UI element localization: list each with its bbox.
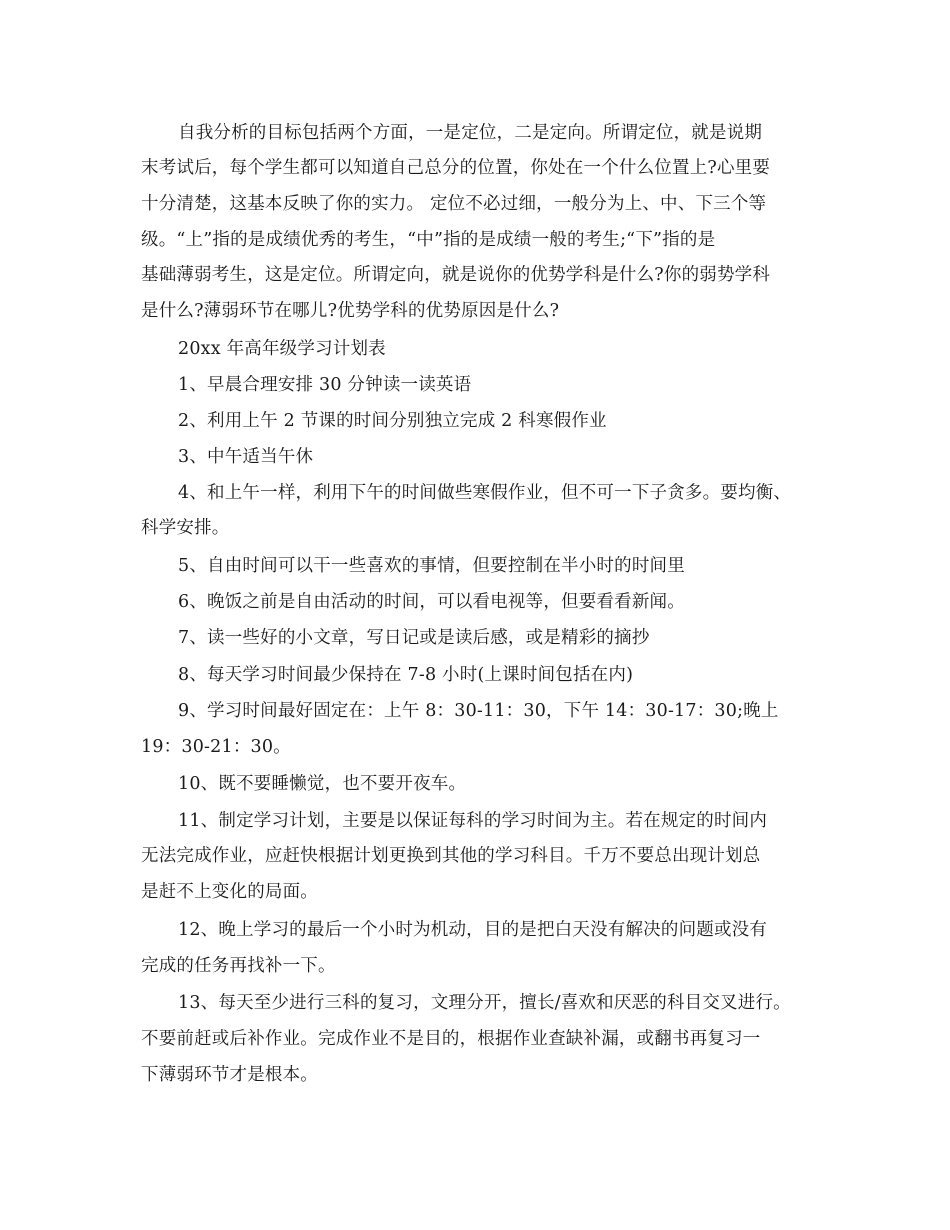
text-line: 无法完成作业，应赶快根据计划更换到其他的学习科目。千万不要总出现计划总 xyxy=(141,846,761,866)
list-item: 11、制定学习计划，主要是以保证每科的学习时间为主。若在规定的时间内 xyxy=(178,811,768,831)
text-line: 完成的任务再找补一下。 xyxy=(141,956,336,976)
list-item: 3、中午适当午休 xyxy=(178,447,314,467)
list-item: 7、读一些好的小文章，写日记或是读后感，或是精彩的摘抄 xyxy=(178,628,650,648)
text-line: 级。“上”指的是成绩优秀的考生，“中”指的是成绩一般的考生;“下”指的是 xyxy=(141,230,716,250)
text-line: 下薄弱环节才是根本。 xyxy=(141,1065,318,1085)
text-line: 不要前赶或后补作业。完成作业不是目的，根据作业查缺补漏，或翻书再复习一 xyxy=(141,1029,761,1049)
text-line: 科学安排。 xyxy=(141,518,230,538)
text-line: 自我分析的目标包括两个方面，一是定位，二是定向。所谓定位，就是说期 xyxy=(178,123,763,143)
text-line: 基础薄弱考生，这是定位。所谓定向，就是说你的优势学科是什么?你的弱势学科 xyxy=(141,265,771,285)
list-item: 12、晚上学习的最后一个小时为机动，目的是把白天没有解决的问题或没有 xyxy=(178,920,768,940)
list-item: 8、每天学习时间最少保持在 7-8 小时(上课时间包括在内) xyxy=(178,665,634,685)
text-line: 十分清楚，这基本反映了你的实力。 定位不必过细，一般分为上、中、下三个等 xyxy=(141,194,767,214)
list-item: 1、早晨合理安排 30 分钟读一读英语 xyxy=(178,375,472,395)
plan-title: 20xx 年高年级学习计划表 xyxy=(178,339,386,359)
list-item: 5、自由时间可以干一些喜欢的事情，但要控制在半小时的时间里 xyxy=(178,556,685,576)
list-item: 13、每天至少进行三科的复习，文理分开，擅长/喜欢和厌恶的科目交叉进行。 xyxy=(178,993,791,1013)
text-line: 是赶不上变化的局面。 xyxy=(141,882,318,902)
text-line: 19：30-21：30。 xyxy=(141,737,291,757)
list-item: 9、学习时间最好固定在：上午 8：30-11：30，下午 14：30-17：30;晚上 xyxy=(178,701,779,721)
text-line: 是什么?薄弱环节在哪儿?优势学科的优势原因是什么? xyxy=(141,301,560,321)
list-item: 6、晚饭之前是自由活动的时间，可以看电视等，但要看看新闻。 xyxy=(178,592,685,612)
list-item: 10、既不要睡懒觉，也不要开夜车。 xyxy=(178,774,467,794)
list-item: 2、利用上午 2 节课的时间分别独立完成 2 科寒假作业 xyxy=(178,411,607,431)
list-item: 4、和上午一样，利用下午的时间做些寒假作业，但不可一下子贪多。要均衡、 xyxy=(178,483,792,503)
text-line: 末考试后，每个学生都可以知道自己总分的位置，你处在一个什么位置上?心里要 xyxy=(141,158,771,178)
